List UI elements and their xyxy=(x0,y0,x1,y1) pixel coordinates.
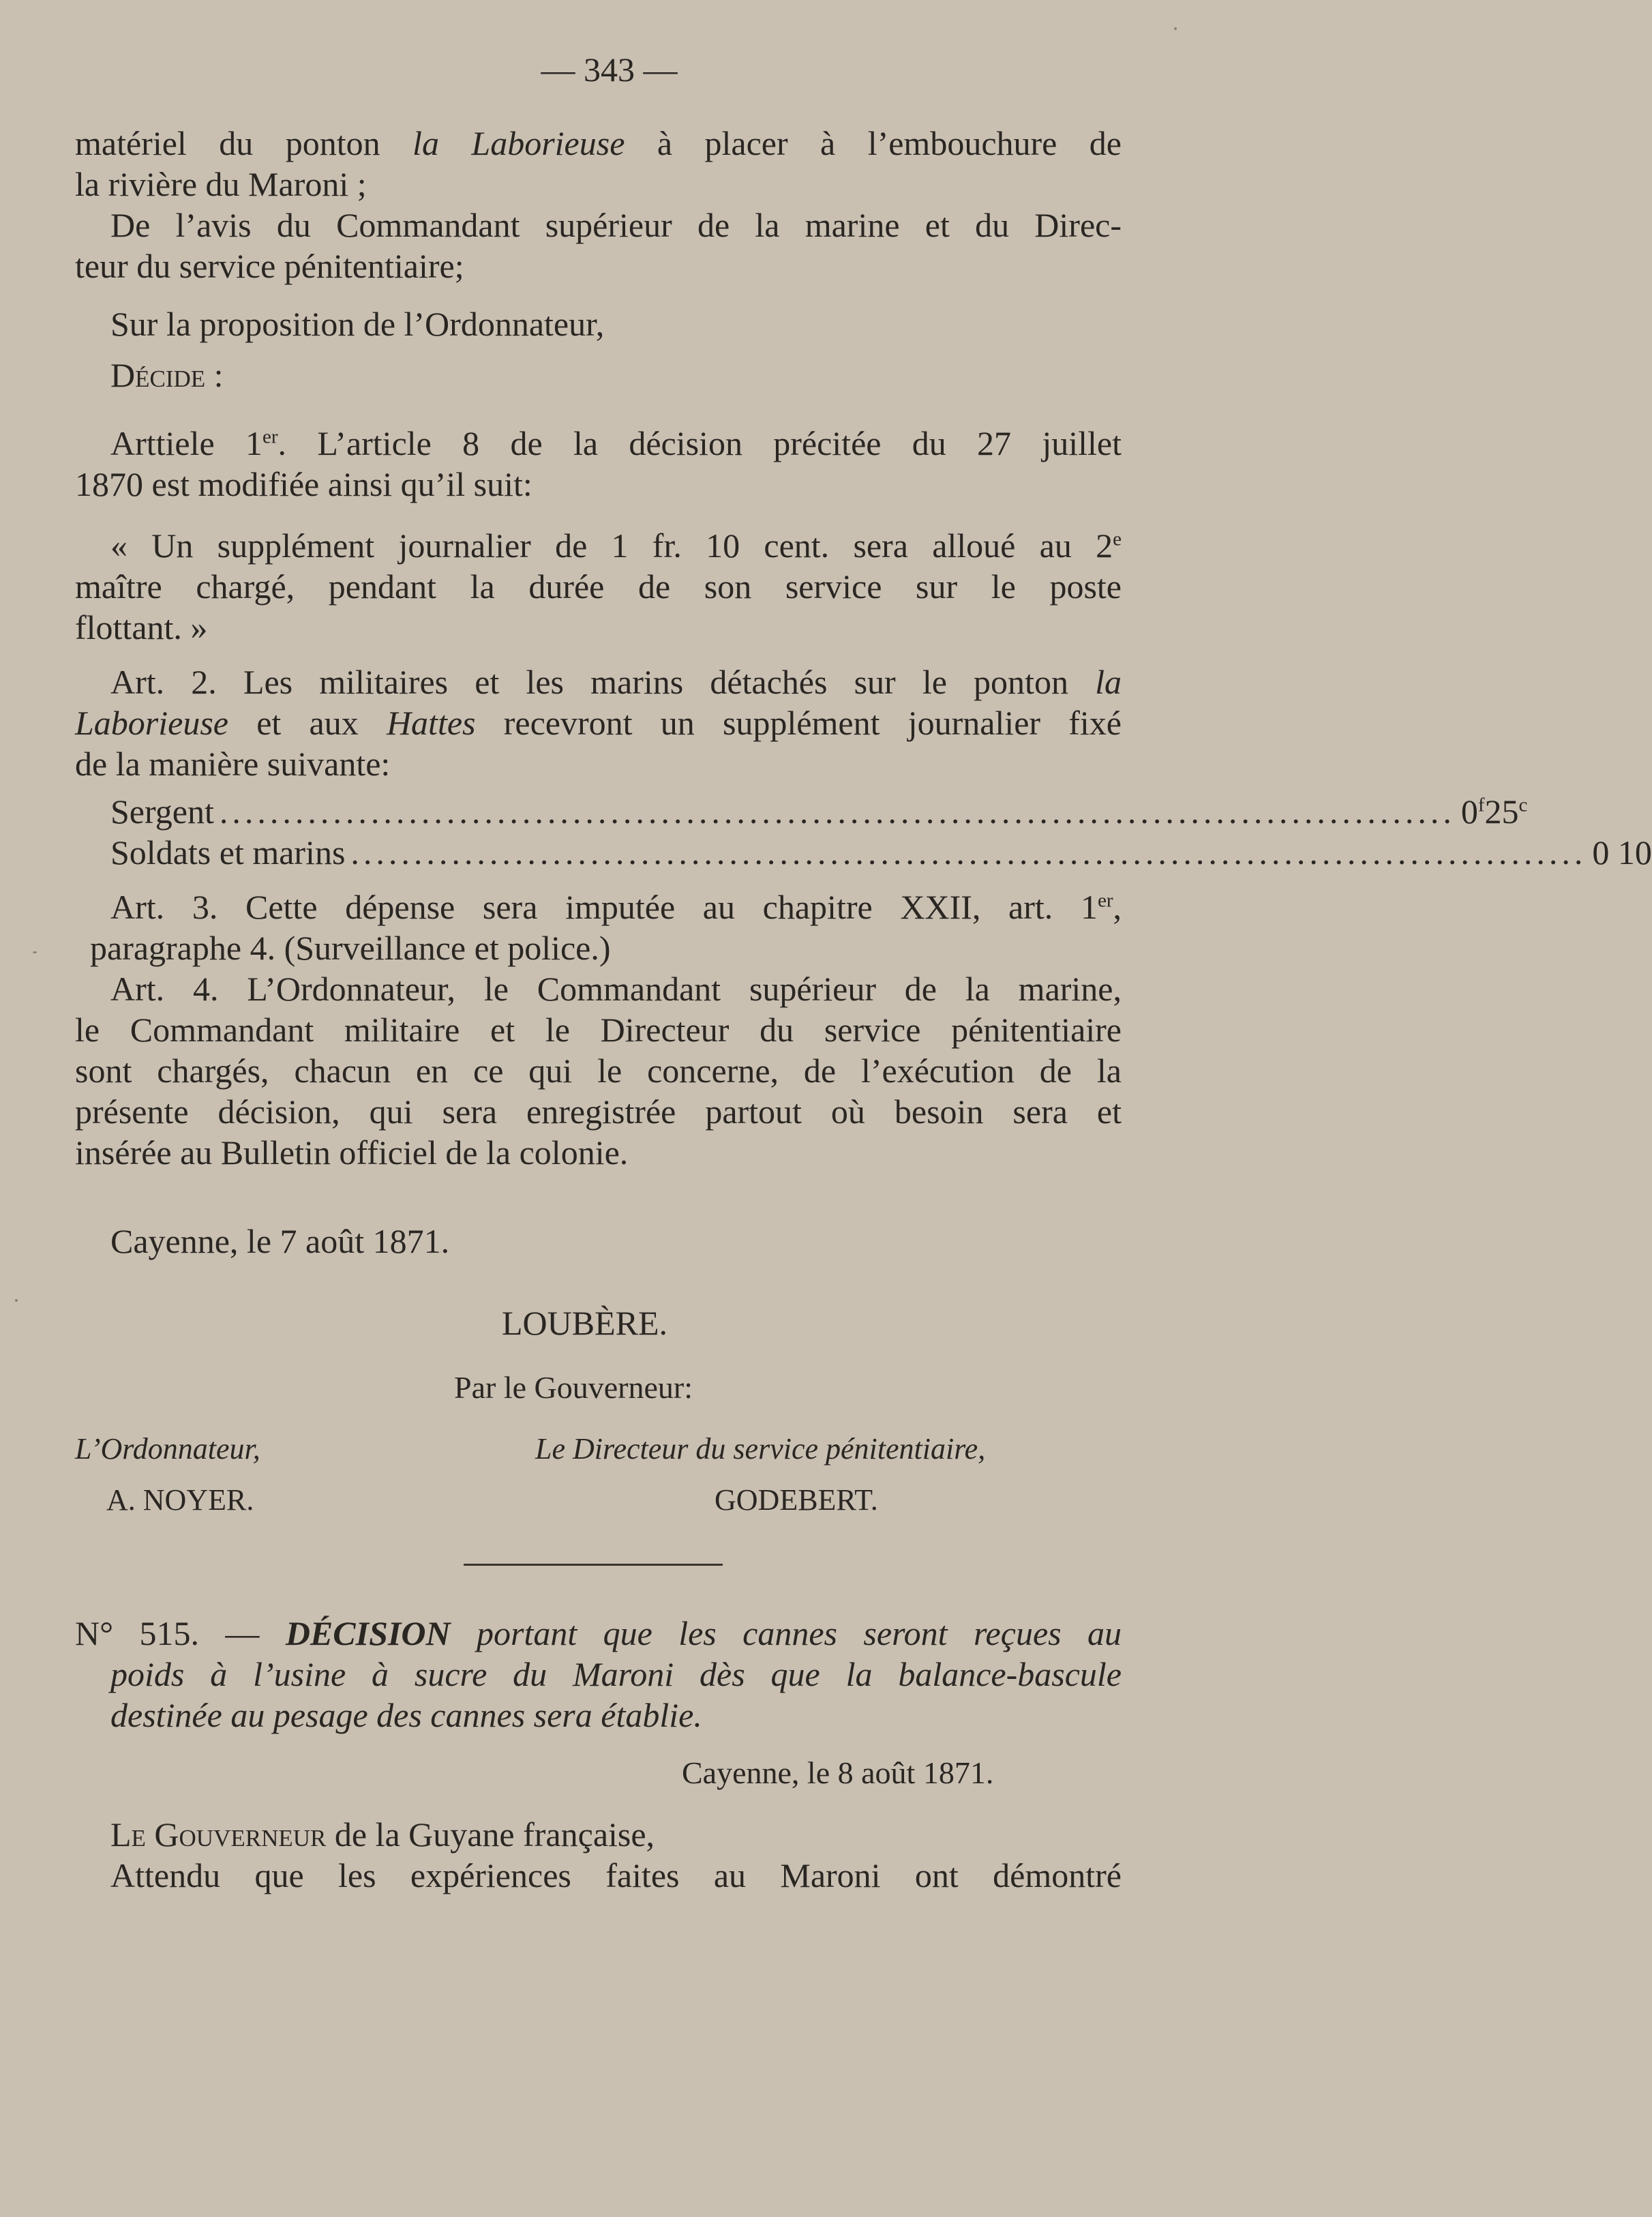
text-line: matériel du ponton la Laborieuse à placer à l’embouchure de xyxy=(75,124,1122,162)
text-line: flottant. » xyxy=(75,608,208,646)
decide-heading: Décide : xyxy=(110,356,224,394)
date-line: Cayenne, le 8 août 1871. xyxy=(682,1755,994,1790)
text-line: Attendu que les expériences faites au Maroni ont démontré xyxy=(110,1856,1122,1894)
directeur-title: Le Directeur du service pénitentiaire, xyxy=(535,1432,986,1465)
text-line: présente décision, qui sera enregistrée partout où besoin sera et xyxy=(75,1092,1122,1131)
text-line: 1870 est modifiée ainsi qu’il suit: xyxy=(75,465,532,503)
article-3: Art. 3. Cette dépense sera imputée au chapitre XXII, art. 1er, xyxy=(110,888,1122,926)
paper-speck xyxy=(15,1299,18,1302)
article-4: Art. 4. L’Ordonnateur, le Commandant supérieur de la marine, xyxy=(110,970,1122,1008)
text-line: insérée au Bulletin officiel de la colonie. xyxy=(75,1133,629,1172)
page-number: — 343 — xyxy=(541,50,678,89)
signature-name: LOUBÈRE. xyxy=(502,1304,668,1342)
text-line: Le Gouverneur de la Guyane française, xyxy=(110,1815,655,1854)
text-line: sont chargés, chacun en ce qui le concerne, de l’exécution de la xyxy=(75,1052,1122,1090)
text-line: la rivière du Maroni ; xyxy=(75,165,367,203)
paper-speck xyxy=(1174,27,1177,30)
text-line: paragraphe 4. (Surveillance et police.) xyxy=(90,929,611,967)
directeur-name: GODEBERT. xyxy=(715,1483,878,1517)
ordonnateur-name: A. NOYER. xyxy=(106,1483,254,1517)
allowance-row-sergent: Sergent .................................................................................................. 0$^f$25$^c$ xyxy=(110,792,1528,831)
date-line: Cayenne, le 7 août 1871. xyxy=(110,1222,450,1260)
ship-name: la Laborieuse xyxy=(412,124,625,162)
text-line: Sur la proposition de l’Ordonnateur, xyxy=(110,305,605,343)
allowance-value: 0 10 xyxy=(1592,833,1652,872)
decision-heading: N° 515. — DÉCISION portant que les cannes seront reçues au xyxy=(75,1614,1122,1652)
article-1: Arttiele 1er. L’article 8 de la décision précitée du 27 juillet xyxy=(110,424,1122,462)
text-line: « Un supplément journalier de 1 fr. 10 cent. sera alloué au 2e xyxy=(110,526,1122,565)
allowance-value: 0$^f$25$^c$ xyxy=(1460,792,1528,831)
text-line: De l’avis du Commandant supérieur de la marine et du Direc- xyxy=(110,206,1122,244)
par-le-gouverneur: Par le Gouverneur: xyxy=(454,1370,693,1405)
paper-speck xyxy=(33,951,37,953)
text-line: maître chargé, pendant la durée de son service sur le poste xyxy=(75,567,1122,606)
allowance-row-soldats: Soldats et marins .................................................................................................. 0 10 xyxy=(110,833,1652,872)
text-line: teur du service pénitentiaire; xyxy=(75,247,464,285)
text-line: Laborieuse et aux Hattes recevront un supplément journalier fixé xyxy=(75,704,1122,742)
section-divider xyxy=(464,1564,723,1566)
text-line: de la manière suivante: xyxy=(75,745,391,783)
decision-heading-line: destinée au pesage des cannes sera établie. xyxy=(110,1696,702,1734)
text-line: le Commandant militaire et le Directeur du service pénitentiaire xyxy=(75,1011,1122,1049)
ordonnateur-title: L’Ordonnateur, xyxy=(75,1432,260,1465)
article-2: Art. 2. Les militaires et les marins détachés sur le ponton la xyxy=(110,663,1122,701)
decision-heading-line: poids à l’usine à sucre du Maroni dès que la balance-bascule xyxy=(110,1655,1122,1693)
